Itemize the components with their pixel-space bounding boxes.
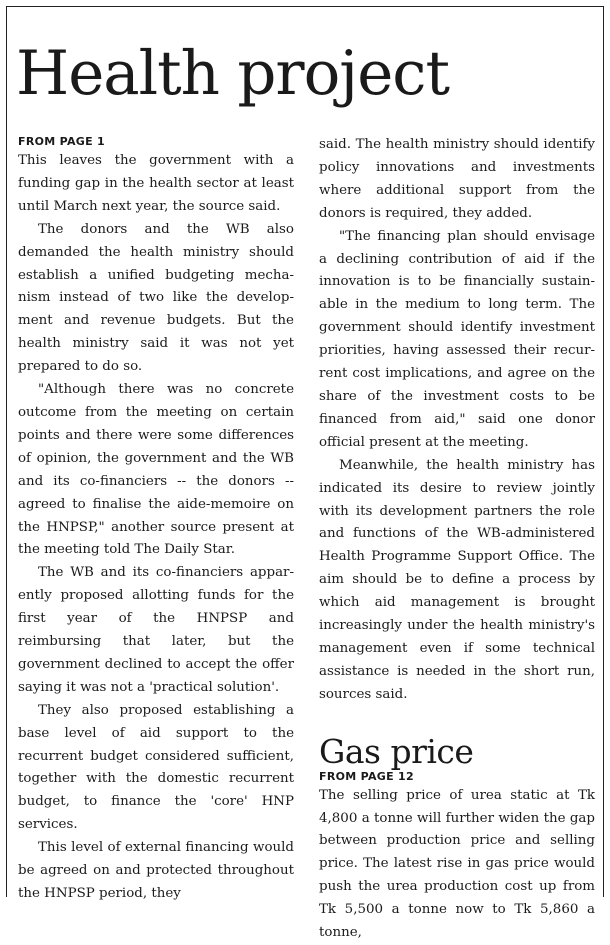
headline: Health project [16, 38, 449, 109]
left-border-rule [6, 6, 7, 897]
health-paragraph-4: The WB and its co-financiers appar-ently proposed allotting funds for the first year of the HNPSP and reimbursing that later, but the government declined to accept the offer saying it was not a 'practical solution'. [18, 565, 294, 695]
gas-price-headline: Gas price [319, 731, 474, 771]
jump-label-from-page-1: FROM PAGE 1 [18, 135, 106, 148]
top-border-rule [6, 6, 604, 7]
health-paragraph-7: said. The health ministry should identify policy innovations and investments where additional support from the donors is required, they added. [319, 137, 595, 221]
health-paragraph-1: This leaves the government with a funding gap in the health sector at least until March next year, the source said. [18, 153, 294, 214]
right-border-rule [603, 6, 604, 897]
left-column [18, 134, 294, 901]
health-paragraph-2: The donors and the WB also demanded the health ministry should establish a unified budgeting mecha-nism instead of two like the develop-ment and revenue budgets. But the health ministry said it was not yet prepared to do so. [18, 221, 294, 375]
health-paragraph-9: Meanwhile, the health ministry has indicated its desire to review jointly with its development partners the role and functions of the WB-administered Health Programme Support Office. The aim should be to define a process by which aid management is brought increasingly under the health ministry's management even if some technical assistance is needed in the short run, sources said. [319, 457, 595, 702]
health-paragraph-8: "The financing plan should envisage a declining contribution of aid if the innovation is to be financially sustain-able in the medium to long term. The government should identify investment priorities, having assessed their recur-rent cost implications, and agree on the share of the investment costs to be financed from aid," said one donor official present at the meeting. [319, 228, 595, 450]
right-column [319, 134, 595, 941]
health-paragraph-3: "Although there was no concrete outcome from the meeting on certain points and there were some differences of opinion, the government and the WB and its co-financiers -- the donors -- agreed to finalise the aide-memoire on the HNPSP," another source present at the meeting told The Daily Star. [18, 382, 294, 558]
health-paragraph-5: They also proposed establishing a base level of aid support to the recurrent budget considered sufficient, together with the domestic recurrent budget, to finance the 'core' HNP services. [18, 702, 294, 833]
gas-paragraph-1: The selling price of urea static at Tk 4,800 a tonne will further widen the gap between production price and selling price. The latest rise in gas price would push the urea production cost up from Tk 5,500 a tonne now to Tk 5,860 a tonne, [319, 787, 595, 941]
health-paragraph-6: This level of external financing would be agreed on and protected throughout the HNPSP period, they [18, 840, 294, 901]
jump-label-from-page-12: FROM PAGE 12 [319, 769, 414, 783]
